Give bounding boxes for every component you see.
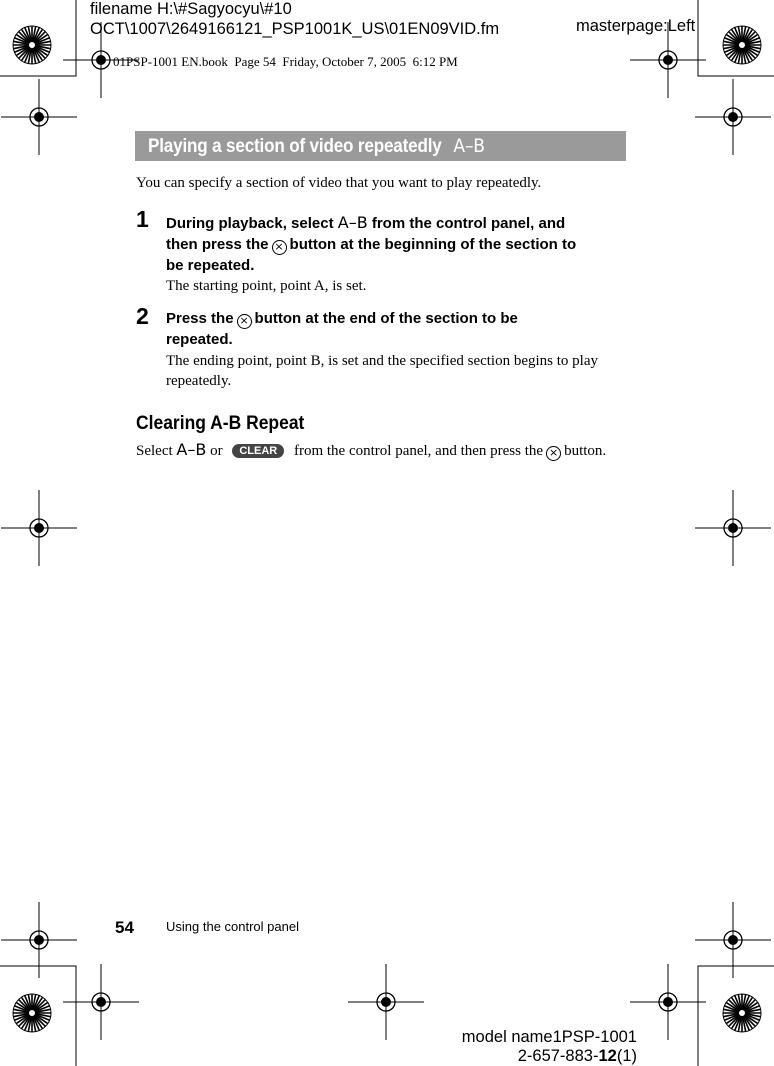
cross-button-icon: × bbox=[272, 240, 287, 255]
book-info-line: 01PSP-1001 EN.book Page 54 Friday, October 7, 2005 6:12 PM bbox=[113, 54, 458, 69]
step-1-head-a: During playback, select bbox=[166, 215, 334, 232]
step-1-number: 1 bbox=[136, 206, 149, 232]
model-code-prefix: 2-657-883- bbox=[517, 1047, 599, 1065]
section-title-text: Playing a section of video repeatedly bbox=[148, 136, 442, 157]
clearing-text-or: or bbox=[210, 443, 223, 459]
model-code bbox=[420, 1046, 637, 1066]
step-2-heading bbox=[166, 308, 636, 350]
clearing-text-b: from the control panel, and then press the bbox=[293, 443, 544, 459]
step-1-heading bbox=[166, 212, 636, 276]
step-2-body-1: The ending point, point B, is set and the specified section begins to play bbox=[166, 353, 599, 369]
step-2-number: 2 bbox=[136, 303, 149, 329]
step-2-body-2: repeatedly. bbox=[166, 373, 232, 389]
filename-line-1: filename H:\#Sagyocyu\#10 bbox=[90, 0, 292, 18]
step-2-head-c: repeated. bbox=[166, 331, 233, 348]
cross-button-icon: × bbox=[546, 446, 561, 461]
step-2-head-b: button at the end of the section to be bbox=[254, 310, 518, 327]
clearing-heading: Clearing A-B Repeat bbox=[136, 413, 305, 434]
masterpage-label: masterpage:Left bbox=[576, 17, 696, 35]
ab-repeat-icon: A–B bbox=[337, 213, 368, 232]
model-code-suffix: (1) bbox=[616, 1047, 637, 1065]
step-2-head-a: Press the bbox=[166, 310, 234, 327]
clearing-text bbox=[136, 440, 606, 461]
section-intro: You can specify a section of video that you want to play repeatedly. bbox=[136, 175, 542, 191]
ab-repeat-icon: A–B bbox=[176, 440, 207, 459]
step-1-head-c: then press the bbox=[166, 236, 269, 253]
step-1-head-d: button at the beginning of the section to bbox=[289, 236, 577, 253]
ab-repeat-icon: A–B bbox=[453, 135, 485, 157]
page-number: 54 bbox=[115, 918, 134, 937]
clearing-text-a: Select bbox=[136, 443, 173, 459]
footer-section-name: Using the control panel bbox=[166, 919, 299, 934]
step-1-head-e: be repeated. bbox=[166, 257, 255, 274]
filename-line-2: OCT\1007\2649166121_PSP1001K_US\01EN09VID.fm bbox=[90, 20, 500, 38]
step-1-head-b: from the control panel, and bbox=[371, 215, 566, 232]
clear-button-icon: CLEAR bbox=[232, 444, 284, 458]
model-name: model name1PSP-1001 bbox=[461, 1028, 637, 1046]
step-1-body: The starting point, point A, is set. bbox=[166, 278, 367, 294]
section-title bbox=[148, 135, 485, 158]
clearing-text-c: button. bbox=[564, 443, 607, 459]
model-code-bold: 12 bbox=[598, 1047, 617, 1065]
cross-button-icon: × bbox=[237, 314, 252, 329]
